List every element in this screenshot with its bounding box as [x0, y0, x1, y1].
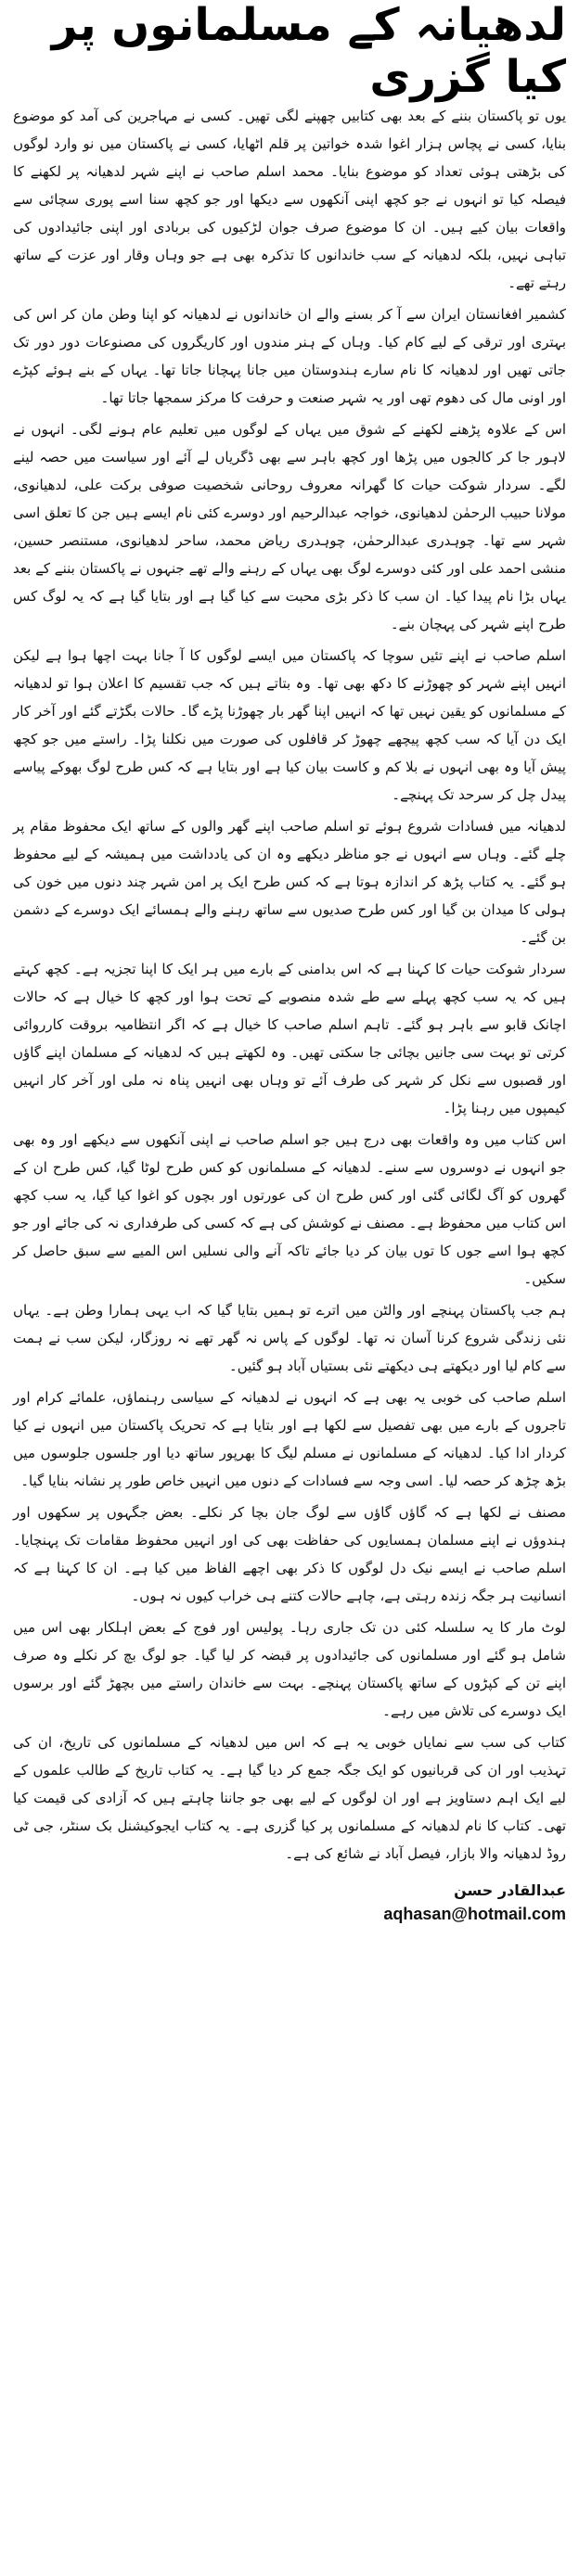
- author-email: aqhasan@hotmail.com: [383, 1905, 566, 1923]
- paragraph: ہم جب پاکستان پہنچے اور والٹن میں اترے تو ہمیں بتایا گیا کہ اب یہی ہمارا وطن ہے۔ یہاں نئی زندگی شروع کرنا آسان نہ تھا۔ لوگوں کے پاس نہ گھر تھے نہ روزگار، لیکن سب نے ہمت سے کام لیا اور دیکھتے ہی دیکھتے نئی بستیاں آباد ہو گئیں۔: [13, 1302, 566, 1374]
- author-signature: عبدالقادر حسن: [454, 1881, 566, 1899]
- paragraph: اسلم صاحب کی خوبی یہ بھی ہے کہ انہوں نے لدھیانہ کے سیاسی رہنماؤں، علمائے کرام اور تاجروں کے بارے میں بھی تفصیل سے لکھا ہے اور بتایا ہے کہ تحریک پاکستان میں انہوں نے کیا کردار ادا کیا۔ لدھیانہ کے مسلمانوں نے مسلم لیگ کا بھرپور ساتھ دیا اور جلسوں جلوسوں میں بڑھ چڑھ کر حصہ لیا۔ اسی وجہ سے فسادات کے دنوں میں انہیں خاص طور پر نشانہ بنایا گیا۔: [13, 1389, 566, 1489]
- paragraph: اس کتاب میں وہ واقعات بھی درج ہیں جو اسلم صاحب نے اپنی آنکھوں سے دیکھے اور وہ بھی جو انہوں نے دوسروں سے سنے۔ لدھیانہ کے مسلمانوں کو کس طرح لوٹا گیا، کس طرح ان کے گھروں کو آگ لگائی گئی اور کس طرح ان کی عورتوں اور بچوں کو اغوا کیا گیا، یہ سب کچھ اس کتاب میں محفوظ ہے۔ مصنف نے کوشش کی ہے کہ کسی کی طرفداری نہ کی جائے اور جو کچھ ہوا اسے جوں کا توں بیان کر دیا جائے تاکہ آنے والی نسلیں اس المیے سے سبق حاصل کر سکیں۔: [13, 1131, 566, 1287]
- article-body: [13, 102, 566, 1868]
- paragraph: یوں تو پاکستان بننے کے بعد بھی کتابیں چھپنے لگی تھیں۔ کسی نے مہاجرین کی آمد کو موضوع بنایا، کسی نے پچاس ہزار اغوا شدہ خواتین پر قلم اٹھایا، کسی نے پاکستان میں نو وارد لوگوں کی بڑھتی ہوئی تعداد کو موضوع بنایا۔ محمد اسلم صاحب نے اپنے شہر لدھیانہ پر لکھنے کا فیصلہ کیا تو انہوں نے جو کچھ اپنی آنکھوں سے دیکھا اور جو کچھ سنا اسے پوری سچائی سے واقعات بیان کیے ہیں۔ ان کا موضوع صرف جوان لڑکیوں کی بربادی اور اپنی جائیدادوں کی تباہی نہیں، بلکہ لدھیانہ کے سب خاندانوں کا تذکرہ بھی ہے جو وہاں وقار اور عزت کے ساتھ رہتے تھے۔: [13, 108, 566, 291]
- paragraph: کشمیر افغانستان ایران سے آ کر بسنے والے ان خاندانوں نے لدھیانہ کو اپنا وطن مان کر اس کی بہتری اور ترقی کے لیے کام کیا۔ وہاں کے ہنر مندوں اور کاریگروں کی مصنوعات دور دور تک جاتی تھیں اور لدھیانہ کا نام سارے ہندوستان میں جانا پہچانا جاتا تھا۔ یہاں کے بنے ہوئے کپڑے اور اونی مال کی دھوم تھی اور یہ شہر صنعت و حرفت کا مرکز سمجھا جاتا تھا۔: [13, 306, 566, 406]
- paragraph: اسلم صاحب نے اپنے تئیں سوچا کہ پاکستان میں ایسے لوگوں کا آ جانا بہت اچھا ہوا ہے لیکن انہیں اپنے شہر کو چھوڑنے کا دکھ بھی تھا۔ وہ بتاتے ہیں کہ جب تقسیم کا اعلان ہوا تو لدھیانہ کے مسلمانوں کو یقین نہیں تھا کہ انہیں اپنا گھر بار چھوڑنا پڑے گا۔ حالات بگڑتے گئے اور آخر کار ایک دن آیا کہ سب کچھ پیچھے چھوڑ کر قافلوں کی صورت میں نکلنا پڑا۔ راستے میں جو کچھ پیش آیا وہ بھی انہوں نے بلا کم و کاست بیان کیا ہے اور بتایا ہے کہ کس طرح لوگ بھوکے پیاسے پیدل چل کر سرحد تک پہنچے۔: [13, 647, 566, 803]
- paragraph: کتاب کی سب سے نمایاں خوبی یہ ہے کہ اس میں لدھیانہ کے مسلمانوں کی تاریخ، ان کی تہذیب اور ان کی قربانیوں کو ایک جگہ جمع کر دیا گیا ہے۔ یہ کتاب تاریخ کے طالب علموں کے لیے ایک اہم دستاویز ہے اور ان لوگوں کے لیے بھی جو جاننا چاہتے ہیں کہ آزادی کی قیمت کیا تھی۔ کتاب کا نام لدھیانہ کے مسلمانوں پر کیا گزری ہے۔ یہ کتاب ایجوکیشنل بک سنٹر، جی ٹی روڈ لدھیانہ والا بازار، فیصل آباد نے شائع کی ہے۔: [13, 1734, 566, 1862]
- paragraph: لوٹ مار کا یہ سلسلہ کئی دن تک جاری رہا۔ پولیس اور فوج کے بعض اہلکار بھی اس میں شامل ہو گئے اور مسلمانوں کی جائیدادوں پر قبضہ کر لیا گیا۔ جو لوگ بچ کر نکلے وہ صرف اپنے تن کے کپڑوں کے ساتھ پاکستان پہنچے۔ بہت سے خاندان راستے میں بچھڑ گئے اور برسوں ایک دوسرے کی تلاش میں رہے۔: [13, 1619, 566, 1719]
- paragraph: سردار شوکت حیات کا کہنا ہے کہ اس بدامنی کے بارے میں ہر ایک کا اپنا تجزیہ ہے۔ کچھ کہتے ہیں کہ یہ سب کچھ پہلے سے طے شدہ منصوبے کے تحت ہوا اور کچھ کا خیال ہے کہ حالات اچانک قابو سے باہر ہو گئے۔ تاہم اسلم صاحب کا خیال ہے کہ اگر انتظامیہ بروقت کارروائی کرتی تو بہت سی جانیں بچائی جا سکتی تھیں۔ وہ لکھتے ہیں کہ لدھیانہ کے مسلمان اپنے گاؤں اور قصبوں سے نکل کر شہر کی طرف آئے تو وہاں بھی انہیں پناہ نہ ملی اور آخر کار انہیں کیمپوں میں رہنا پڑا۔: [13, 961, 566, 1116]
- paragraph: اس کے علاوہ پڑھنے لکھنے کے شوق میں یہاں کے لوگوں میں تعلیم عام ہونے لگی۔ انہوں نے لاہور جا کر کالجوں میں پڑھا اور کچھ باہر سے بھی ڈگریاں لے آئے اور سیاست میں حصہ لینے لگے۔ سردار شوکت حیات کا گھرانہ معروف روحانی شخصیت صوفی برکت علی، لدھیانوی، مولانا حبیب الرحمٰن لدھیانوی، خواجہ عبدالرحیم اور دوسرے کئی نام ایسے ہیں جن کا تعلق اسی شہر سے تھا۔ چوہدری عبدالرحمٰن، چوہدری ریاض محمد، ساحر لدھیانوی، مستنصر حسین، منشی احمد علی اور کئی دوسرے لوگ بھی یہاں کے رہنے والے تھے جنہوں نے پاکستان بننے کے بعد یہاں بڑا نام پیدا کیا۔ ان سب کا ذکر بڑی محبت سے کیا گیا ہے اور بتایا گیا ہے کہ یہ لوگ کس طرح اپنے شہر کی پہچان بنے۔: [13, 421, 566, 632]
- paragraph: مصنف نے لکھا ہے کہ گاؤں گاؤں سے لوگ جان بچا کر نکلے۔ بعض جگہوں پر سکھوں اور ہندوؤں نے اپنے مسلمان ہمسایوں کی حفاظت بھی کی اور انہیں محفوظ مقامات تک پہنچایا۔ اسلم صاحب نے ایسے نیک دل لوگوں کا ذکر بھی اچھے الفاظ میں کیا ہے۔ ان کا کہنا ہے کہ انسانیت ہر جگہ زندہ رہتی ہے، چاہے حالات کتنے ہی خراب کیوں نہ ہوں۔: [13, 1504, 566, 1604]
- headline: لدھیانہ کے مسلمانوں پر کیا گزری: [51, 0, 566, 103]
- paragraph: لدھیانہ میں فسادات شروع ہوئے تو اسلم صاحب اپنے گھر والوں کے ساتھ ایک محفوظ مقام پر چلے گئے۔ وہاں سے انہوں نے جو مناظر دیکھے وہ ان کی یادداشت میں ہمیشہ کے لیے محفوظ ہو گئے۔ یہ کتاب پڑھ کر اندازہ ہوتا ہے کہ کس طرح ایک پر امن شہر چند دنوں میں خون کی ہولی کا میدان بن گیا اور کس طرح صدیوں سے ساتھ رہنے والے ہمسائے ایک دوسرے کے دشمن بن گئے۔: [13, 818, 566, 946]
